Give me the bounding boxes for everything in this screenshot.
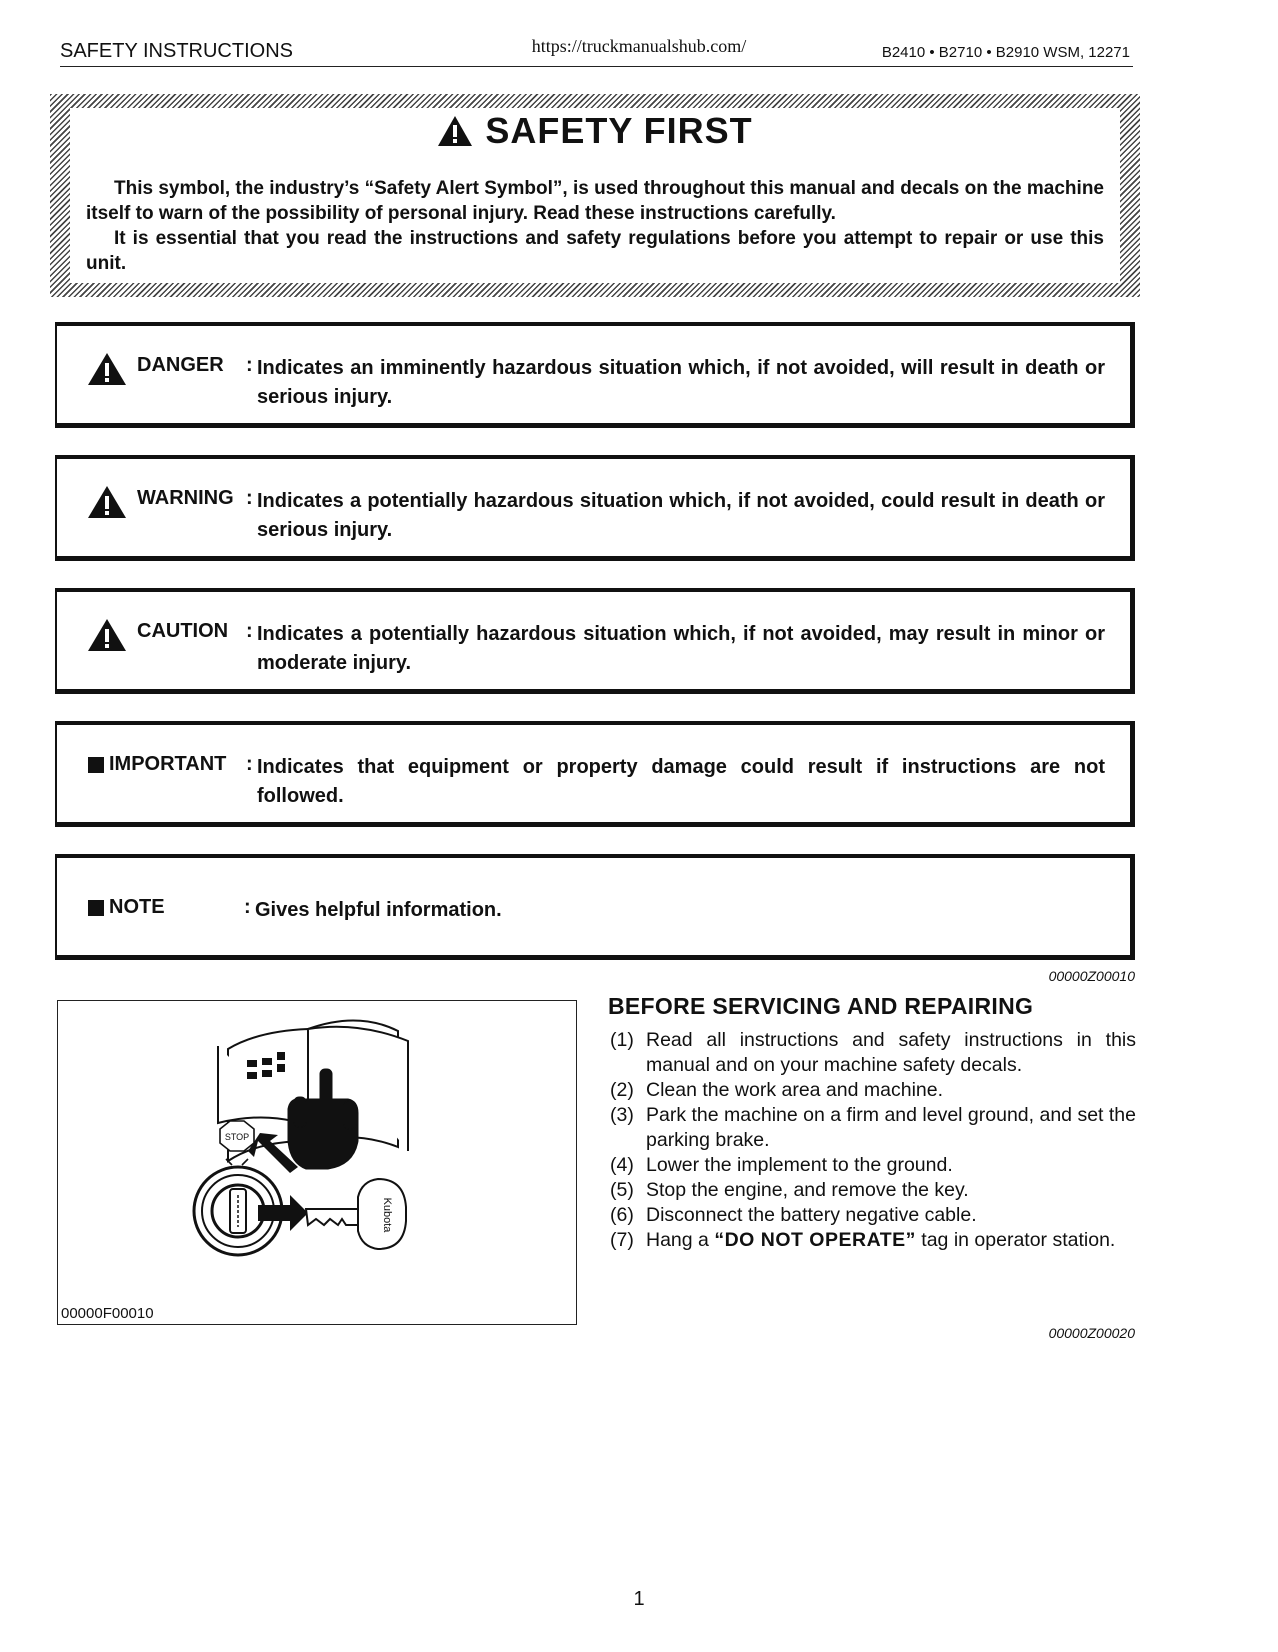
black-square-icon: [88, 900, 104, 916]
alert-triangle-icon: [87, 352, 127, 386]
signal-description: Indicates an imminently hazardous situation which, if not avoided, will result in death or serious injury.: [257, 357, 1105, 408]
safety-first-paragraph: It is essential that you read the instructions and safety regulations before you attempt to repair or use this unit.: [86, 228, 1104, 274]
signal-description: Gives helpful information.: [255, 899, 502, 921]
list-item: (4) Lower the implement to the ground.: [610, 1154, 953, 1176]
header-url[interactable]: https://truckmanualshub.com/: [531, 36, 747, 56]
section-heading: BEFORE SERVICING AND REPAIRING: [608, 993, 1034, 1019]
note-box: NOTE : Gives helpful information.: [55, 854, 1135, 960]
signal-word: NOTE: [109, 896, 165, 918]
list-item: (3) Park the machine on a firm and level ground, and set the parking brake.: [610, 1104, 1136, 1151]
manual-and-key-illustration: [58, 1001, 575, 1323]
key-icon: [306, 1179, 406, 1249]
danger-box: DANGER : Indicates an imminently hazardous situation which, if not avoided, will result in death or serious injury.: [55, 322, 1135, 428]
svg-text:STOP: STOP: [224, 1132, 250, 1142]
servicing-steps-list: [608, 1028, 1136, 1253]
list-item: (7) Hang a “DO NOT OPERATE” tag in operator station.: [610, 1229, 1116, 1251]
figure-reference-code: 00000F00010: [61, 1305, 154, 1322]
caution-box: CAUTION : Indicates a potentially hazardous situation which, if not avoided, may result in minor or moderate injury.: [55, 588, 1135, 694]
black-square-icon: [88, 757, 104, 773]
signal-description: Indicates a potentially hazardous situation which, if not avoided, could result in death or serious injury.: [257, 490, 1105, 541]
page-number: 1: [633, 1588, 645, 1610]
alert-triangle-icon: [437, 115, 473, 147]
safety-first-heading: [70, 110, 1120, 152]
list-item: (5) Stop the engine, and remove the key.: [610, 1179, 969, 1201]
signal-description: Indicates that equipment or property damage could result if instructions are not followed.: [257, 756, 1105, 807]
list-item: (1) Read all instructions and safety instructions in this manual and on your machine safety decals.: [610, 1029, 1136, 1076]
list-item: (2) Clean the work area and machine.: [610, 1079, 944, 1101]
signal-word: WARNING: [137, 487, 234, 509]
header-section-title: SAFETY INSTRUCTIONS: [60, 40, 293, 62]
header-divider: [60, 66, 1133, 67]
signal-word: IMPORTANT: [109, 753, 227, 775]
list-item: (6) Disconnect the battery negative cable.: [610, 1204, 977, 1226]
signal-word: DANGER: [137, 354, 224, 376]
section-reference-code: 00000Z00020: [1048, 1325, 1135, 1341]
signal-description: Indicates a potentially hazardous situation which, if not avoided, may result in minor or moderate injury.: [257, 623, 1105, 674]
figure-frame: [57, 1000, 577, 1325]
warning-box: WARNING : Indicates a potentially hazardous situation which, if not avoided, could result in death or serious injury.: [55, 455, 1135, 561]
safety-first-box: [50, 94, 1140, 297]
important-box: IMPORTANT : Indicates that equipment or property damage could result if instructions are not followed.: [55, 721, 1135, 827]
signals-reference-code: 00000Z00010: [1048, 968, 1135, 984]
header-model-reference: B2410 • B2710 • B2910 WSM, 12271: [881, 44, 1130, 61]
alert-triangle-icon: [87, 618, 127, 652]
arrow-icon: [258, 1195, 308, 1231]
svg-text:Kubota: Kubota: [381, 1197, 393, 1233]
safety-first-paragraph: This symbol, the industry’s “Safety Alert Symbol”, is used throughout this manual and decals on the machine itself to warn of the possibility of personal injury. Read these instructions carefully.: [86, 178, 1104, 224]
safety-first-title: SAFETY FIRST: [485, 110, 753, 151]
alert-triangle-icon: [87, 485, 127, 519]
signal-word: CAUTION: [137, 620, 229, 642]
stop-sign-icon: [220, 1121, 254, 1165]
